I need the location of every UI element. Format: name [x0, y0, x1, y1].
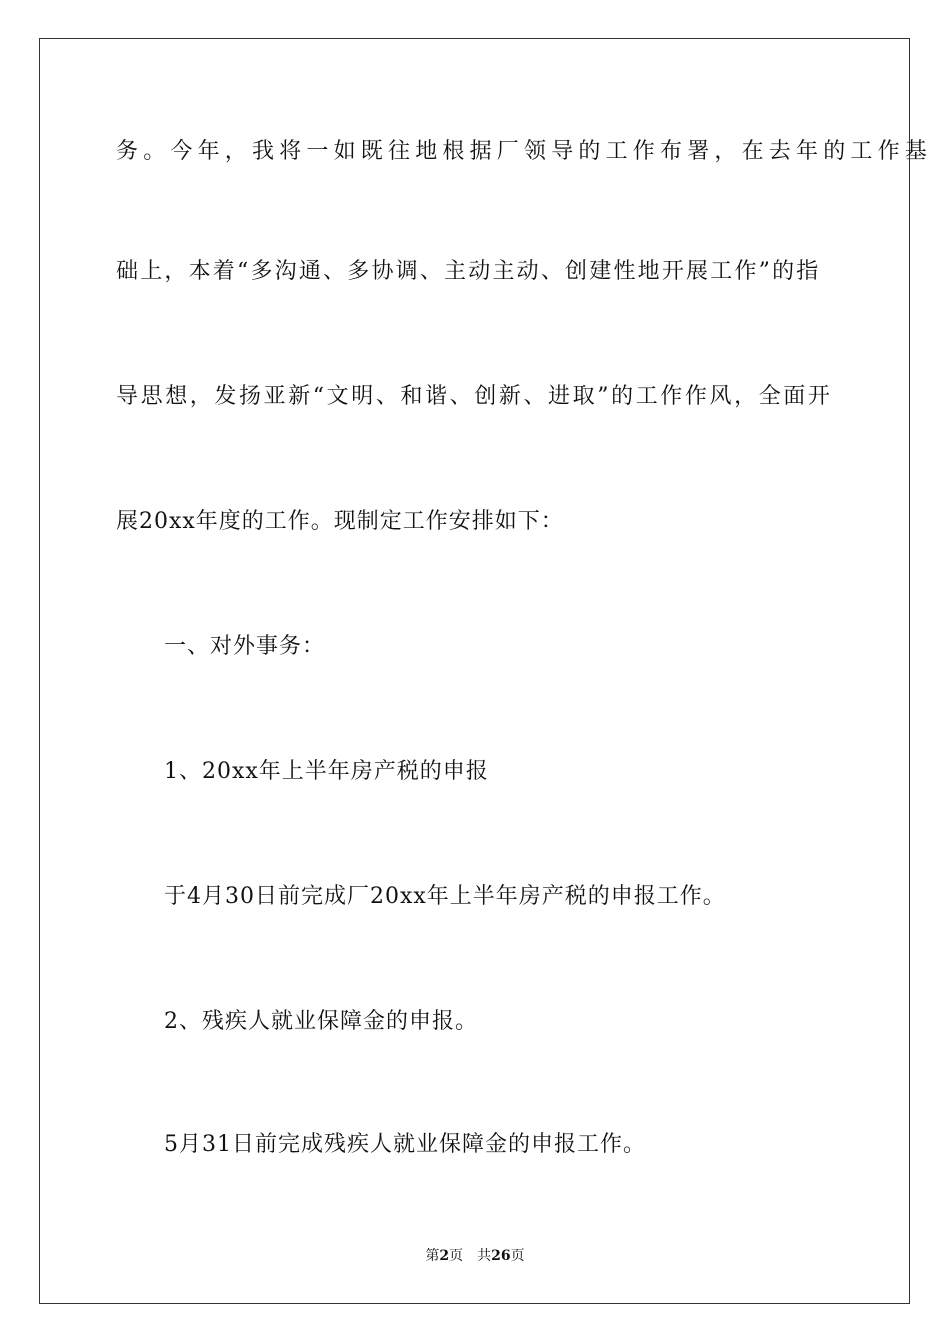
page-footer [0, 1247, 950, 1265]
section-heading: 一、对外事务： [164, 634, 326, 659]
item-description: 于4月30日前完成厂20xx年上半年房产税的申报工作。 [164, 884, 726, 909]
total-suffix: 页 [510, 1248, 525, 1264]
body-text-line: 展20xx年度的工作。现制定工作安排如下： [116, 509, 564, 534]
body-text-line: 导思想，发扬亚新“文明、和谐、创新、进取”的工作作风，全面开 [116, 384, 833, 409]
page-prefix: 第 [425, 1248, 440, 1264]
item-description: 5月31日前完成残疾人就业保障金的申报工作。 [164, 1132, 646, 1157]
total-pages: 26 [491, 1248, 511, 1264]
body-text-line: 础上，本着“多沟通、多协调、主动主动、创建性地开展工作”的指 [116, 259, 821, 284]
page-number: 2 [439, 1248, 450, 1264]
page-suffix: 页 [449, 1248, 464, 1264]
body-text-line: 务。今年，我将一如既往地根据厂领导的工作布署，在去年的工作基 [116, 139, 933, 164]
item-heading: 2、残疾人就业保障金的申报。 [164, 1009, 478, 1034]
total-prefix: 共 [477, 1248, 492, 1264]
item-heading: 1、20xx年上半年房产税的申报 [164, 759, 489, 784]
page-border [39, 38, 910, 1304]
